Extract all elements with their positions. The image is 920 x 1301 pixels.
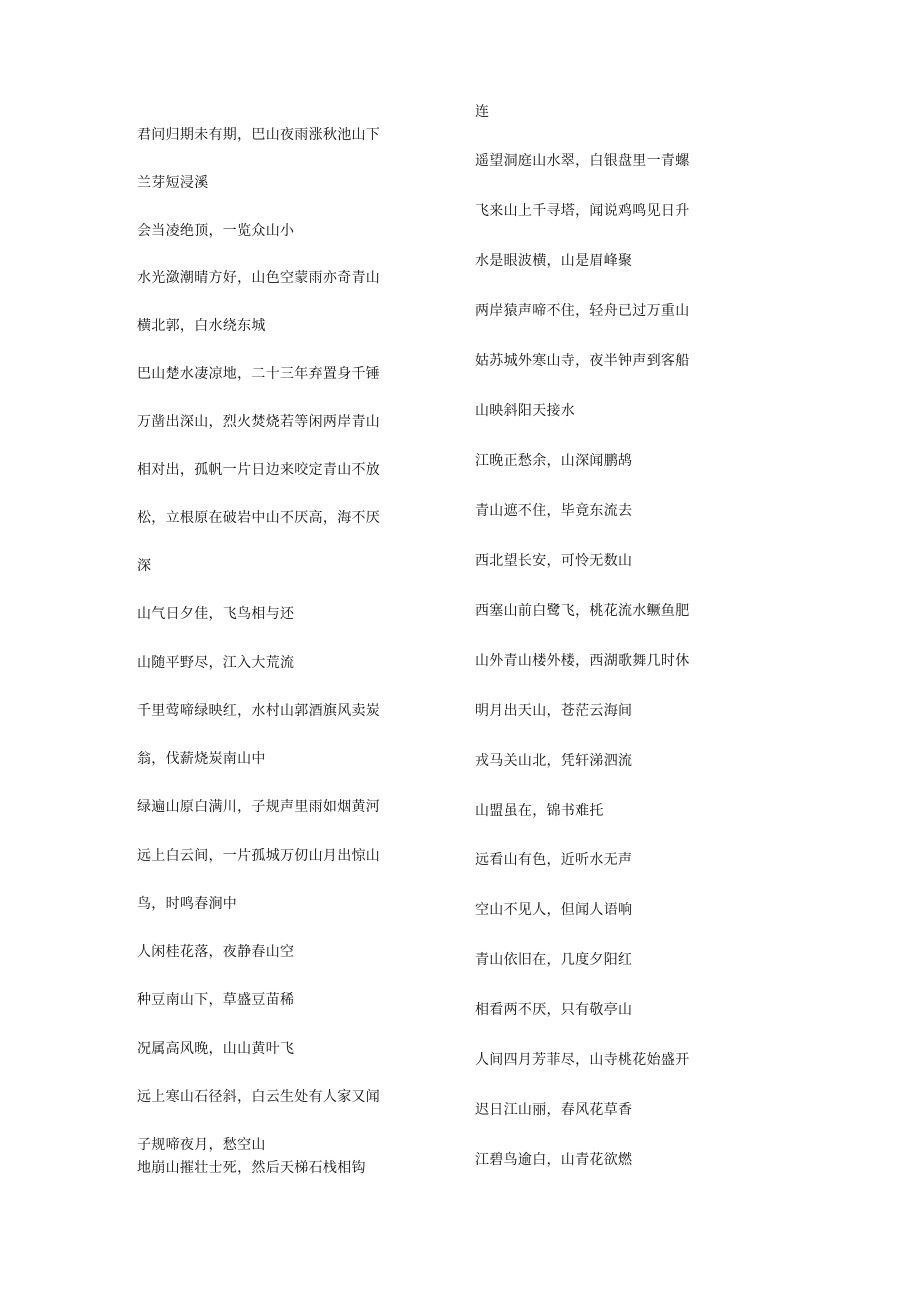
text-line: 子规啼夜月，愁空山	[137, 1137, 266, 1153]
text-line: 千里莺啼绿映红，水村山郭酒旗风卖炭	[137, 703, 381, 719]
text-line: 水是眼波横，山是眉峰聚	[475, 253, 633, 269]
text-line: 明月出天山，苍茫云海间	[475, 703, 633, 719]
text-line: 万凿出深山，烈火焚烧若等闲两岸青山	[137, 414, 381, 430]
text-line: 横北郭，白水绕东城	[137, 318, 266, 334]
text-line: 西北望长安，可怜无数山	[475, 553, 633, 569]
text-line: 青山依旧在，几度夕阳红	[475, 952, 633, 968]
text-line: 绿遍山原白满川，子规声里雨如烟黄河	[137, 799, 381, 815]
text-line: 山映斜阳天接水	[475, 403, 576, 419]
text-line: 连	[475, 104, 490, 120]
text-line: 江碧鸟逾白，山青花欲燃	[475, 1152, 633, 1168]
text-line: 种豆南山下，草盛豆苗稀	[137, 992, 295, 1008]
text-line: 两岸猿声啼不住，轻舟已过万重山	[475, 303, 690, 319]
text-line: 松，立根原在破岩中山不厌高，海不厌	[137, 510, 381, 526]
text-line: 地崩山摧壮士死，然后天梯石栈相钩	[137, 1160, 366, 1176]
text-line: 江晚正愁余，山深闻鹏鸪	[475, 453, 633, 469]
text-line: 人闲桂花落，夜静春山空	[137, 944, 295, 960]
text-line: 远上白云间，一片孤城万仞山月出惊山	[137, 848, 381, 864]
text-line: 翁，伐薪烧炭南山中	[137, 751, 266, 767]
text-line: 深	[137, 558, 152, 574]
text-line: 鸟，时鸣春涧中	[137, 896, 238, 912]
text-line: 迟日江山丽，春风花草香	[475, 1102, 633, 1118]
text-line: 人间四月芳菲尽，山寺桃花始盛开	[475, 1052, 690, 1068]
text-line: 飞来山上千寻塔，闻说鸡鸣见日升	[475, 203, 690, 219]
text-line: 姑苏城外寒山寺，夜半钟声到客船	[475, 353, 690, 369]
text-line: 遥望洞庭山水翠，白银盘里一青螺	[475, 153, 690, 169]
text-line: 山外青山楼外楼，西湖歌舞几时休	[475, 653, 690, 669]
text-line: 巴山楚水凄凉地，二十三年弃置身千锤	[137, 366, 381, 382]
text-line: 相看两不厌，只有敬亭山	[475, 1002, 633, 1018]
text-line: 山盟虽在，锦书难托	[475, 803, 604, 819]
text-line: 空山不见人，但闻人语响	[475, 902, 633, 918]
text-line: 相对出，孤帆一片日边来咬定青山不放	[137, 462, 381, 478]
text-line: 况属高风晚，山山黄叶飞	[137, 1041, 295, 1057]
text-line: 山随平野尽，江入大荒流	[137, 655, 295, 671]
text-line: 西塞山前白鹭飞，桃花流水鳜鱼肥	[475, 603, 690, 619]
text-line: 远看山有色，近听水无声	[475, 852, 633, 868]
text-line: 山气日夕佳，飞鸟相与还	[137, 606, 295, 622]
text-line: 兰芽短浸溪	[137, 175, 209, 191]
text-line: 远上寒山石径斜，白云生处有人家又闻	[137, 1089, 381, 1105]
text-line: 青山遮不住，毕竟东流去	[475, 503, 633, 519]
text-line: 戎马关山北，凭轩涕泗流	[475, 753, 633, 769]
text-line: 会当凌绝顶，一览众山小	[137, 223, 295, 239]
text-line: 水光潋潮晴方好，山色空蒙雨亦奇青山	[137, 270, 381, 286]
text-line: 君问归期未有期，巴山夜雨涨秋池山下	[137, 127, 381, 143]
